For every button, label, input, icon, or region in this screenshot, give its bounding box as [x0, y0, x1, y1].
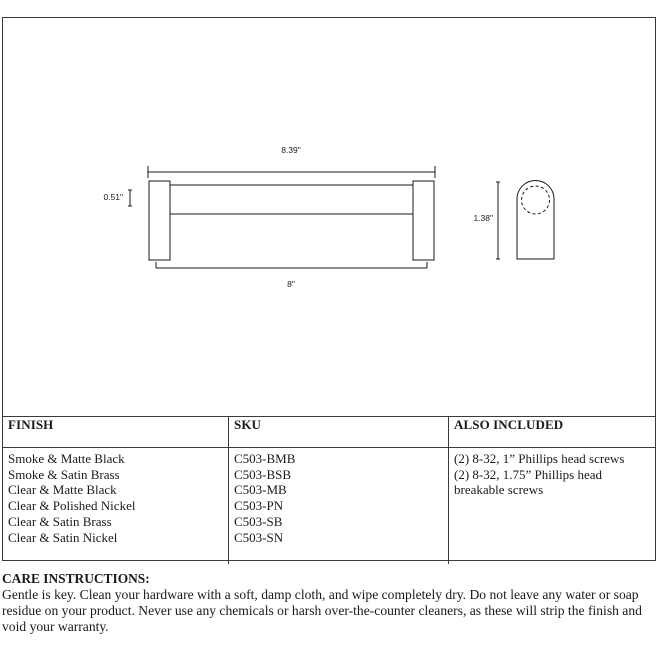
included-list — [449, 448, 656, 565]
sku-list — [229, 448, 449, 565]
sku-item: C503-SB — [234, 513, 283, 529]
care-instructions — [2, 571, 658, 635]
finish-item: Clear & Satin Nickel — [8, 529, 118, 545]
bar — [170, 185, 413, 214]
finish-item: Smoke & Satin Brass — [8, 466, 120, 482]
sku-item: C503-BSB — [234, 466, 292, 482]
overall-length-label: 8.39" — [281, 145, 301, 155]
post-height-label: 1.38" — [473, 213, 493, 223]
side-view-post — [517, 181, 554, 260]
finish-header: FINISH — [3, 417, 229, 448]
sku-item: C503-MB — [234, 482, 287, 498]
left-post — [149, 181, 170, 260]
included-item: (2) 8-32, 1” Phillips head screws — [454, 451, 625, 466]
care-text: Gentle is key. Clean your hardware with a soft, damp cloth, and wipe completely dry. Do not leave any water or soap residue on your product. Never use any chemicals or harsh over-the-counter cleaners, as these will strip the finish and void your warranty. — [2, 587, 642, 634]
care-title: CARE INSTRUCTIONS: — [2, 571, 150, 586]
technical-drawing — [3, 18, 657, 418]
sku-item: C503-BMB — [234, 451, 296, 466]
table-header-row — [3, 417, 655, 448]
sku-item: C503-PN — [234, 498, 284, 514]
finish-item: Clear & Matte Black — [8, 482, 117, 498]
also-included-header: ALSO INCLUDED — [449, 417, 656, 448]
bar-diameter-label: 0.51" — [103, 192, 123, 202]
finish-item: Clear & Satin Brass — [8, 513, 112, 529]
included-item: (2) 8-32, 1.75” Phillips head breakable screws — [454, 466, 603, 498]
spec-sheet-frame — [2, 17, 656, 561]
spec-table — [3, 416, 655, 564]
finish-item: Smoke & Matte Black — [8, 451, 125, 466]
finish-item: Clear & Polished Nickel — [8, 498, 136, 514]
right-post — [413, 181, 434, 260]
center-to-center-label: 8" — [287, 279, 295, 289]
sku-header: SKU — [229, 417, 449, 448]
table-row — [3, 448, 655, 565]
sku-item: C503-SN — [234, 529, 284, 545]
side-view-bar-circle — [522, 186, 550, 214]
finish-list — [3, 448, 229, 565]
